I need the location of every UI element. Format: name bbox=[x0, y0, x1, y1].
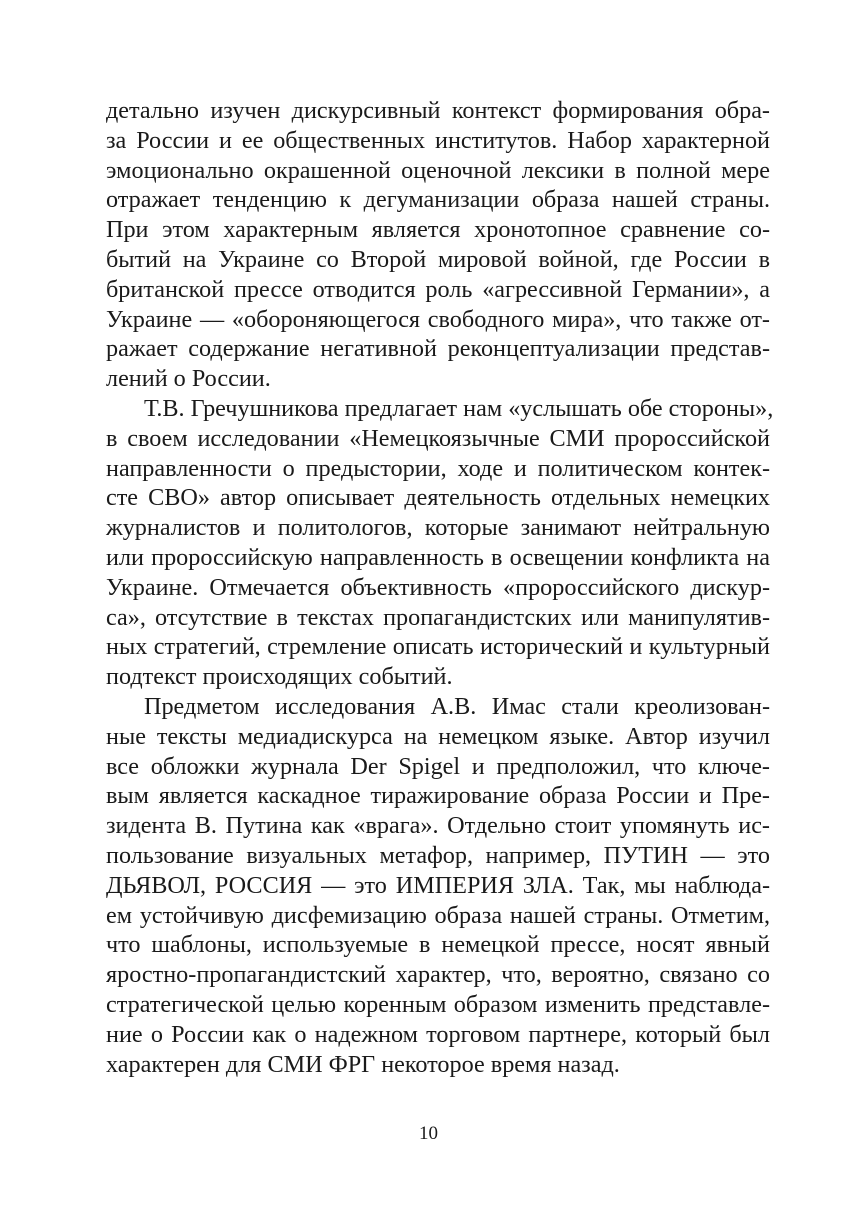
text-line: в своем исследовании «Немецкоязычные СМИ пророссийской bbox=[106, 424, 770, 452]
page-number: 10 bbox=[419, 1123, 438, 1144]
text-line: за России и ее общественных институтов. Набор характерной bbox=[106, 126, 770, 154]
text-line: лений о России. bbox=[106, 365, 271, 393]
text-line: ражает содержание негативной реконцептуализации представ- bbox=[106, 335, 770, 363]
text-line: ных стратегий, стремление описать исторический и культурный bbox=[106, 633, 770, 661]
text-line: отражает тенденцию к дегуманизации образа нашей страны. bbox=[106, 186, 770, 214]
text-line: характерен для СМИ ФРГ некоторое время назад. bbox=[106, 1050, 620, 1078]
text-line: зидента В. Путина как «врага». Отдельно стоит упомянуть ис- bbox=[106, 812, 770, 840]
text-line: ние о России как о надежном торговом партнере, который был bbox=[106, 1020, 770, 1048]
text-line: все обложки журнала Der Spigel и предположил, что ключе- bbox=[106, 752, 770, 780]
text-line: Предметом исследования А.В. Имас стали креолизован- bbox=[144, 692, 770, 720]
text-line: ем устойчивую дисфемизацию образа нашей страны. Отметим, bbox=[106, 901, 770, 929]
paragraph-3 bbox=[106, 692, 770, 1079]
text-line: Украине — «обороняющегося свободного мира», что также от- bbox=[106, 305, 770, 333]
paragraph-1 bbox=[106, 96, 770, 394]
text-line: вым является каскадное тиражирование образа России и Пре- bbox=[106, 782, 770, 810]
text-line: журналистов и политологов, которые занимают нейтральную bbox=[106, 514, 770, 542]
text-line: яростно-пропагандистский характер, что, вероятно, связано со bbox=[106, 961, 770, 989]
text-line: бытий на Украине со Второй мировой войной, где России в bbox=[106, 245, 770, 273]
text-line: направленности о предыстории, ходе и политическом контек- bbox=[106, 454, 770, 482]
text-line: При этом характерным является хронотопное сравнение со- bbox=[106, 216, 770, 244]
paragraph-2 bbox=[106, 394, 774, 692]
text-line: что шаблоны, используемые в немецкой прессе, носят явный bbox=[106, 931, 770, 959]
body-text bbox=[106, 96, 774, 1079]
text-line: ные тексты медиадискурса на немецком языке. Автор изучил bbox=[106, 722, 770, 750]
text-line: стратегической целью коренным образом изменить представле- bbox=[106, 990, 770, 1018]
text-line: детально изучен дискурсивный контекст формирования обра- bbox=[106, 97, 770, 124]
text-line: Т.В. Гречушникова предлагает нам «услышать обе стороны», bbox=[144, 394, 774, 422]
text-line: ДЬЯВОЛ, РОССИЯ — это ИМПЕРИЯ ЗЛА. Так, мы наблюда- bbox=[106, 871, 770, 899]
text-line: британской прессе отводится роль «агрессивной Германии», а bbox=[106, 275, 770, 303]
text-line: Украине. Отмечается объективность «пророссийского дискур- bbox=[106, 573, 770, 601]
text-line: пользование визуальных метафор, например, ПУТИН — это bbox=[106, 841, 770, 869]
text-line: или пророссийскую направленность в освещении конфликта на bbox=[106, 543, 770, 571]
text-line: сте СВО» автор описывает деятельность отдельных немецких bbox=[106, 484, 770, 512]
text-line: са», отсутствие в текстах пропагандистских или манипулятив- bbox=[106, 603, 770, 631]
text-line: подтекст происходящих событий. bbox=[106, 663, 453, 691]
text-line: эмоционально окрашенной оценочной лексики в полной мере bbox=[106, 156, 770, 184]
